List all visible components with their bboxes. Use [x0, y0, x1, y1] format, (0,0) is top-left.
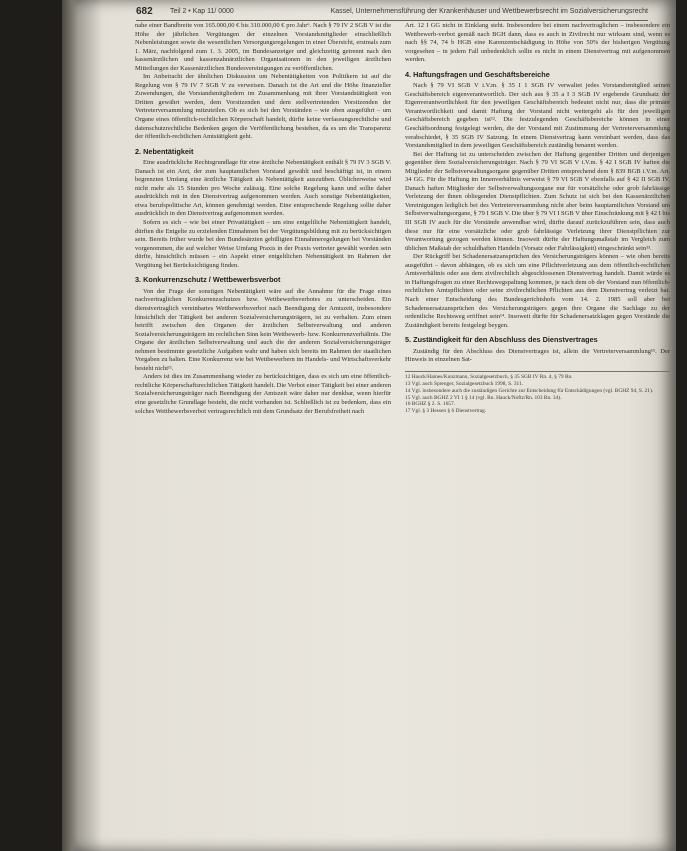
footnote: 12 Hauck/Haines/Kunzmann, Sozialgesetzbuch, § 35 SGB IV Rn. 4, § 79 Rn. — [405, 373, 573, 380]
paragraph: Anders ist dies im Zusammenhang wieder zu berücksichtigen, dass es sich um eine öffentlich-rechtliche Körperschaftsrechtlichen Tätigkeit handelt. Die Verbot einer Tätigkeit bei einer anderen Sozialversicherungsträger nach Beendigung der Amtszeit wäre daher nur denkbar, wenn hierfür eine gesetzliche Grundlage besteht, die nicht vorhanden ist. Schließlich ist zu bedenken, dass ein solches Wettbewerbsverbot vertragsrechtlich mit dem Grundsatz der Berufsfreiheit nach — [135, 373, 391, 415]
footnote: 13 Vgl. auch Sprenger, Sozialgesetzbuch 1998, S. 311. — [405, 380, 524, 387]
paragraph: Zuständig für den Abschluss des Dienstvertrages ist, allein die Vertreterversammlung¹⁵. Der Hinweis in einzelnen Sat- — [405, 347, 670, 364]
footnote: 14 Vgl. insbesondere auch die zuständigen Gerichte zur Entscheidung für Entschädigungen (vgl. BGHZ 94, S. 21). — [405, 387, 654, 394]
left-text-column — [135, 22, 391, 845]
running-header — [136, 6, 648, 21]
paragraph: nahe einer Bandbreite von 165.000,00 € bis 310.000,00 € pro Jahr⁶. Nach § 79 IV 2 SGB V ist die Höhe der jährlichen Vergütungen der einzelnen Vorstandsmitglieder einschließlich Nebenleistungen sowie die wesentlichen Versorgungsregelungen in einer Übersicht, erstmals zum 1. März, nachfolgend zum 1. 3. 2005, im Bundesanzeiger und gleichzeitig getrennt nach den kassenärztlichen und kassenzahnärztlichen Organisationen in den jeweiligen ärztlichen Mitteilungen der Kassenärztlichen Bundesvereinigungen zu veröffentlichen. — [135, 22, 391, 72]
footnotes — [405, 371, 670, 415]
paragraph: Von der Frage der sonstigen Nebentätigkeit wäre auf die Annahme für die Frage eines nachvertraglichen Konkurrenzschutzes bzw. Wettbewerbsverbotes zu unterscheiden. Ein dienstvertraglich vereinbartes Wettbewerbsverbot nach Beendigung der Amtszeit, insbesondere hinsichtlich der Tätigkeit bei anderen Sozialversicherungsträgern, ist zu verhalten. Zum einen betrifft zwischen den Organen der ärztlichen Selbstverwaltung und anderen Sozialversicherungsträgern im rechtlichen Sinn kein Wettbewerb- bzw. Konkurrenzverhältnis. Die Organe der ärztlichen Selbstverwaltung und auch die der anderen Sozialversicherungsträger nehmen bestimmte gesetzliche Aufgaben wahr und haben sich bereits im Rahmen der staatlichen Vorgaben zu halten. Eine Konkurrenz wie bei Wettbewerbern im Handels- und Wirtschaftsverkehr besteht nicht¹¹. — [135, 287, 391, 372]
page-number: 682 — [136, 6, 153, 17]
series-reference: Teil 2 • Kap 11/ 0000 — [170, 8, 234, 15]
page-shadow-edge — [62, 0, 78, 851]
paragraph: Art. 12 I GG nicht in Einklang steht. Insbesondere bei einem nachvertraglichen – insbesondere ein Wettbewerb-verbot gemäß nach BGH dann, dass es auch in Zivilrecht nur wirksam sind, wenn es nach §§ 74, 74 b HGB eine Karenzentschädigung in Höhe von 50% der bisherigen Vergütung vorgesehen – in jedem Fall unbedenklich sollte es nicht in einem Dienstvertrag mit aufgenommen werden. — [405, 22, 670, 64]
scanned-page — [62, 0, 676, 851]
section-heading: 4. Haftungsfragen und Geschäftsbereiche — [405, 69, 550, 79]
paragraph: Im Anbetracht der ähnlichen Diskussion um Nebentätigkeiten von Politikern ist auf die Regelung von § 79 IV 7 SGB V zu verweisen. Danach ist die Art und die Höhe finanzieller Zuwendungen, die Vorstandsmitgliedern im Zusammenhang mit ihrer Vorstandstätigkeit von Dritten gewährt werden, dem Vorsitzenden und dem stellvertretenden Vorsitzenden der Vertreterversammlung mitzuteilen. Ob es sich bei den Vorständen – wie oben ausgeführt – um Organe eines öffentlich-rechtlichen Körperschaft handelt, dürfte keine verfassungsrechtliche und datenschutzrechtliche Bedenken gegen die Veröffentlichung bestehen, da es um die Transparenz der öffentlich-rechtlichen Amtstätigkeit geht. — [135, 73, 391, 141]
section-heading: 5. Zuständigkeit für den Abschluss des Dienstvertrages — [405, 335, 598, 345]
footnote: 17 Vgl. § 3 Hessen § 6 Dienstvertrag. — [405, 408, 487, 415]
section-heading: 3. Konkurrenzschutz / Wettbewerbsverbot — [135, 275, 281, 285]
paragraph: Bei der Haftung ist zu unterscheiden zwischen der Haftung gegenüber Dritten und derjenigen gegenüber dem Sozialversicherungsträger. Nach § 79 VI SGB V i.V.m. § 42 I SGB IV haften die Mitglieder der Selbstverwaltungsorgane gegenüber Dritten entsprechend dem § 839 BGB i.V.m. Art. 34 GG. Für die Haftung im Innenverhältnis verweist § 79 VI SGB V ebenfalls auf § 42 II SGB IV. Danach haften Mitglieder der Selbstverwaltungsorgane nur für vorsätzliche oder grob fahrlässige Verletzung der ihnen obliegenden Dienstpflichten. Zum Schutz ist sich bei den Kassenärztlichen Vereinigungen lediglich bei des Vertreterversammlung nicht aber beim hauptamtlichen Vorstand um Selbstverwaltungsorgane, § 79 I SGB V. Die über § 79 VI I SGB V über Einschränkung mit § 42 I bis III SGB IV auch für die Vorstände anwendbar wird, dürfte darauf zurückzuführen sein, dass auch diese nur für eine vorsätzliche oder grob fahrlässige Verletzung ihrer Dienstpflichten zur Verantwortung gezogen werden können. Insoweit dürfte der Haftungsmaßstab im Vergleich zum üblichen Maßstab der schuldhaften Handeln (Vorsatz oder Fahrlässigkeit) eingeschränkt sein¹³. — [405, 150, 670, 252]
footnote: 16 BGHZ § 2. S. 1657. — [405, 401, 456, 408]
book-title: Kassel, Unternehmensführung der Krankenhäuser und Wettbewerbsrecht im Sozialversicherungsrecht — [330, 8, 648, 15]
paragraph: Nach § 79 VI SGB V i.V.m. § 35 I 1 SGB IV verwaltet jedes Vorstandsmitglied seinen Geschäftsbereich eigenverantwortlich. Der sich aus § 35 a I 3 SGB IV ergebende Grundsatz der Eigenverantwortlichkeit für den jeweiligen Geschäftsbereich bedeutet nicht nur, dass die primäre Verantwortlichkeit und damit Haftung der Vorstand nicht weitergeht als für den jeweiligen Geschäftsbereich gegeben ist¹². Die festzulegenden Geschäftsbereiche können in einer Geschäftsordnung festgelegt werden, die der Vorstand mit Zustimmung der Vertreterversammlung verabschiedet, § 35 SGB IV Satzung. In einem Dienstvertrag kann vereinbart werden, dass das Vorstandsmitglied in dem jeweiligen Geschäftsbereich zuständig benannt werden. — [405, 82, 670, 150]
paragraph: Der Rückgriff bei Schadenersatzansprüchen des Versicherungsträgers können – wie oben bereits ausgeführt – davon abhängen, ob es sich um eine Pflichtverletzung aus dem öffentlich-rechtlichen Amtsverhältnis oder aus dem zivilrechtlich abgeschlossenen Dienstvertrag handelt. Damit würde es in Haftungsfragen zu einer Rechtswegspaltung kommen, je nach dem ob der Vorstand nun öffentlich-rechtlichen Amtspflichten oder seine zivilrechtlichen Pflichten aus dem Dienstvertrag verletzt hat. Nach einer Entscheidung des Bundesgerichtshofs vom 14. 2. 1985 soll aber bei Schadensersatzansprüchen des Versicherungsträgers gegen ihre Organe die Sachlage zu der ordentliche Rechtsweg eröffnet sein¹⁴. Insoweit dürfte für Schadenersatzklagen gegen Vorstände die Zuständigkeit bereits festgelegt beygen. — [405, 253, 670, 329]
section-heading: 2. Nebentätigkeit — [135, 146, 194, 156]
paragraph: Sofern es sich – wie bei einer Privattätigkeit – um eine entgeltliche Nebentätigkeit handelt, dürften die Entgelte zu erzielenden Einnahmen bei der Vergütungsbildung mit zu berücksichtigen sein. Bereits früher wurde bei den Bundesärzten gebilligten Einnahmeregelungen bei Vorständen vorgenommen, die auf welcher Weise Umfang Praxis in der Praxis vertreter gewählt worden sein dürfte, hinsichtlich müssen – ein Aspekt einer entgeltlichen Nebentätigkeit im Rahmen der Vergütung bei Berücksichtigung finden. — [135, 219, 391, 269]
footnote: 15 Vgl. auch BGHZ 2 VI 1 § 14 (vgl. Rn. Hauck/Noftz/Rn. 103 Rn. 34). — [405, 394, 562, 401]
right-column-body — [405, 22, 670, 365]
right-text-column — [405, 22, 670, 845]
paragraph: Eine ausdrückliche Rechtsgrundlage für eine ärztliche Nebentätigkeit enthält § 79 IV 3 SGB V. Danach ist ein Arzt, der zum hauptamtlichen Vorstand gewählt und beschäftigt ist, in einem begrenzten Umfang eine ärztliche Tätigkeit als Nebentätigkeit auszuüben. Üblicherweise wird nicht mehr als 15 Stunden pro Woche zulässig. Eine solche Regelung kann und sollte daher ausdrücklich mit in den Dienstvertrag aufgenommen werden. Auch sonstige Nebentätigkeiten, etwa berufspolitische Art, können genehmigt werden. Eine entsprechende Regelung sollte daher ausdrücklich in den Dienstvertrag aufgenommen werden. — [135, 159, 391, 218]
